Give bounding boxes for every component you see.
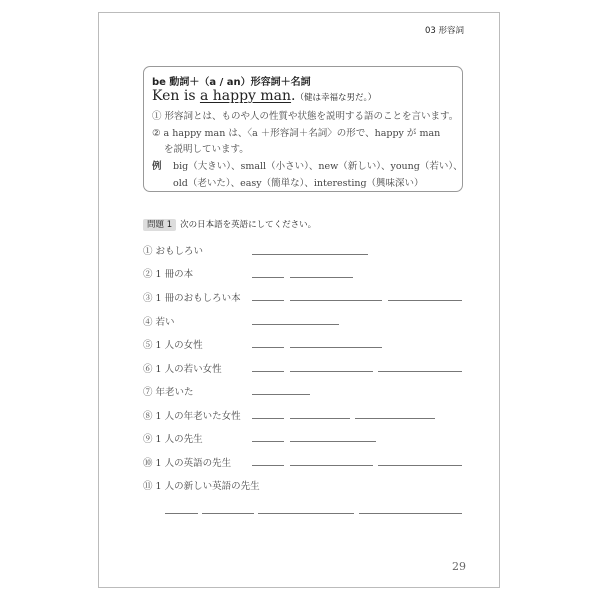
answer-blank[interactable] — [355, 418, 435, 419]
exercise-item: ⑨ 1 人の先生 — [143, 434, 203, 445]
example-sentence — [152, 88, 376, 104]
answer-blank[interactable] — [202, 513, 254, 514]
example-suffix: . — [291, 88, 296, 104]
grammar-title: be 動詞＋（a / an）形容詞＋名詞 — [152, 77, 311, 88]
exercise-item: ⑩ 1 人の英語の先生 — [143, 458, 232, 469]
answer-blank[interactable] — [252, 465, 284, 466]
examples-line-2: old（老いた）、easy（簡単な）、interesting（興味深い） — [173, 178, 424, 189]
page-number: 29 — [452, 560, 466, 573]
exercise-item: ⑦ 年老いた — [143, 387, 194, 398]
exercise-item: ② 1 冊の本 — [143, 269, 194, 280]
exercise-item: ③ 1 冊のおもしろい本 — [143, 293, 241, 304]
answer-blank[interactable] — [252, 324, 339, 325]
exercise-item: ⑧ 1 人の年老いた女性 — [143, 411, 241, 422]
exercise-item: ⑤ 1 人の女性 — [143, 340, 203, 351]
answer-blank[interactable] — [290, 277, 353, 278]
answer-blank[interactable] — [290, 418, 350, 419]
answer-blank[interactable] — [252, 394, 310, 395]
example-translation: （健は幸福な男だ。） — [295, 93, 377, 103]
answer-blank[interactable] — [378, 371, 462, 372]
chapter-header: 03 形容詞 — [425, 26, 465, 36]
exercise-item: ⑥ 1 人の若い女性 — [143, 364, 222, 375]
answer-blank[interactable] — [252, 254, 368, 255]
exercise-item: ④ 若い — [143, 317, 175, 328]
example-prefix: Ken is — [152, 88, 200, 104]
answer-blank[interactable] — [290, 347, 382, 348]
examples-line-1: big（大きい）、small（小さい）、new（新しい）、young（若い）、 — [173, 161, 463, 172]
answer-blank[interactable] — [388, 300, 462, 301]
note-1: ① 形容詞とは、ものや人の性質や状態を説明する語のことを言います。 — [152, 111, 459, 122]
exercise-item: ① おもしろい — [143, 246, 204, 257]
answer-blank[interactable] — [252, 441, 284, 442]
example-underlined: a happy man — [199, 88, 292, 104]
answer-blank[interactable] — [258, 513, 354, 514]
answer-blank[interactable] — [378, 465, 462, 466]
answer-blank[interactable] — [252, 347, 284, 348]
answer-blank[interactable] — [290, 371, 373, 372]
answer-blank[interactable] — [252, 418, 284, 419]
answer-blank[interactable] — [290, 441, 376, 442]
answer-blank[interactable] — [165, 513, 198, 514]
rei-label: 例 — [152, 161, 162, 172]
exercise-item: ⑪ 1 人の新しい英語の先生 — [143, 481, 260, 492]
instruction-text: 次の日本語を英語にしてください。 — [180, 220, 317, 230]
answer-blank[interactable] — [359, 513, 462, 514]
answer-blank[interactable] — [290, 465, 373, 466]
exercise-tag: 問題 1 — [143, 219, 176, 231]
answer-blank[interactable] — [290, 300, 382, 301]
note-2-cont: を説明しています。 — [164, 144, 249, 155]
exercise-instruction — [143, 218, 316, 230]
answer-blank[interactable] — [252, 300, 284, 301]
answer-blank[interactable] — [252, 371, 284, 372]
answer-blank[interactable] — [252, 277, 284, 278]
note-2: ② a happy man は、〈a ＋形容詞＋名詞〉の形で、happy が man — [152, 128, 441, 139]
